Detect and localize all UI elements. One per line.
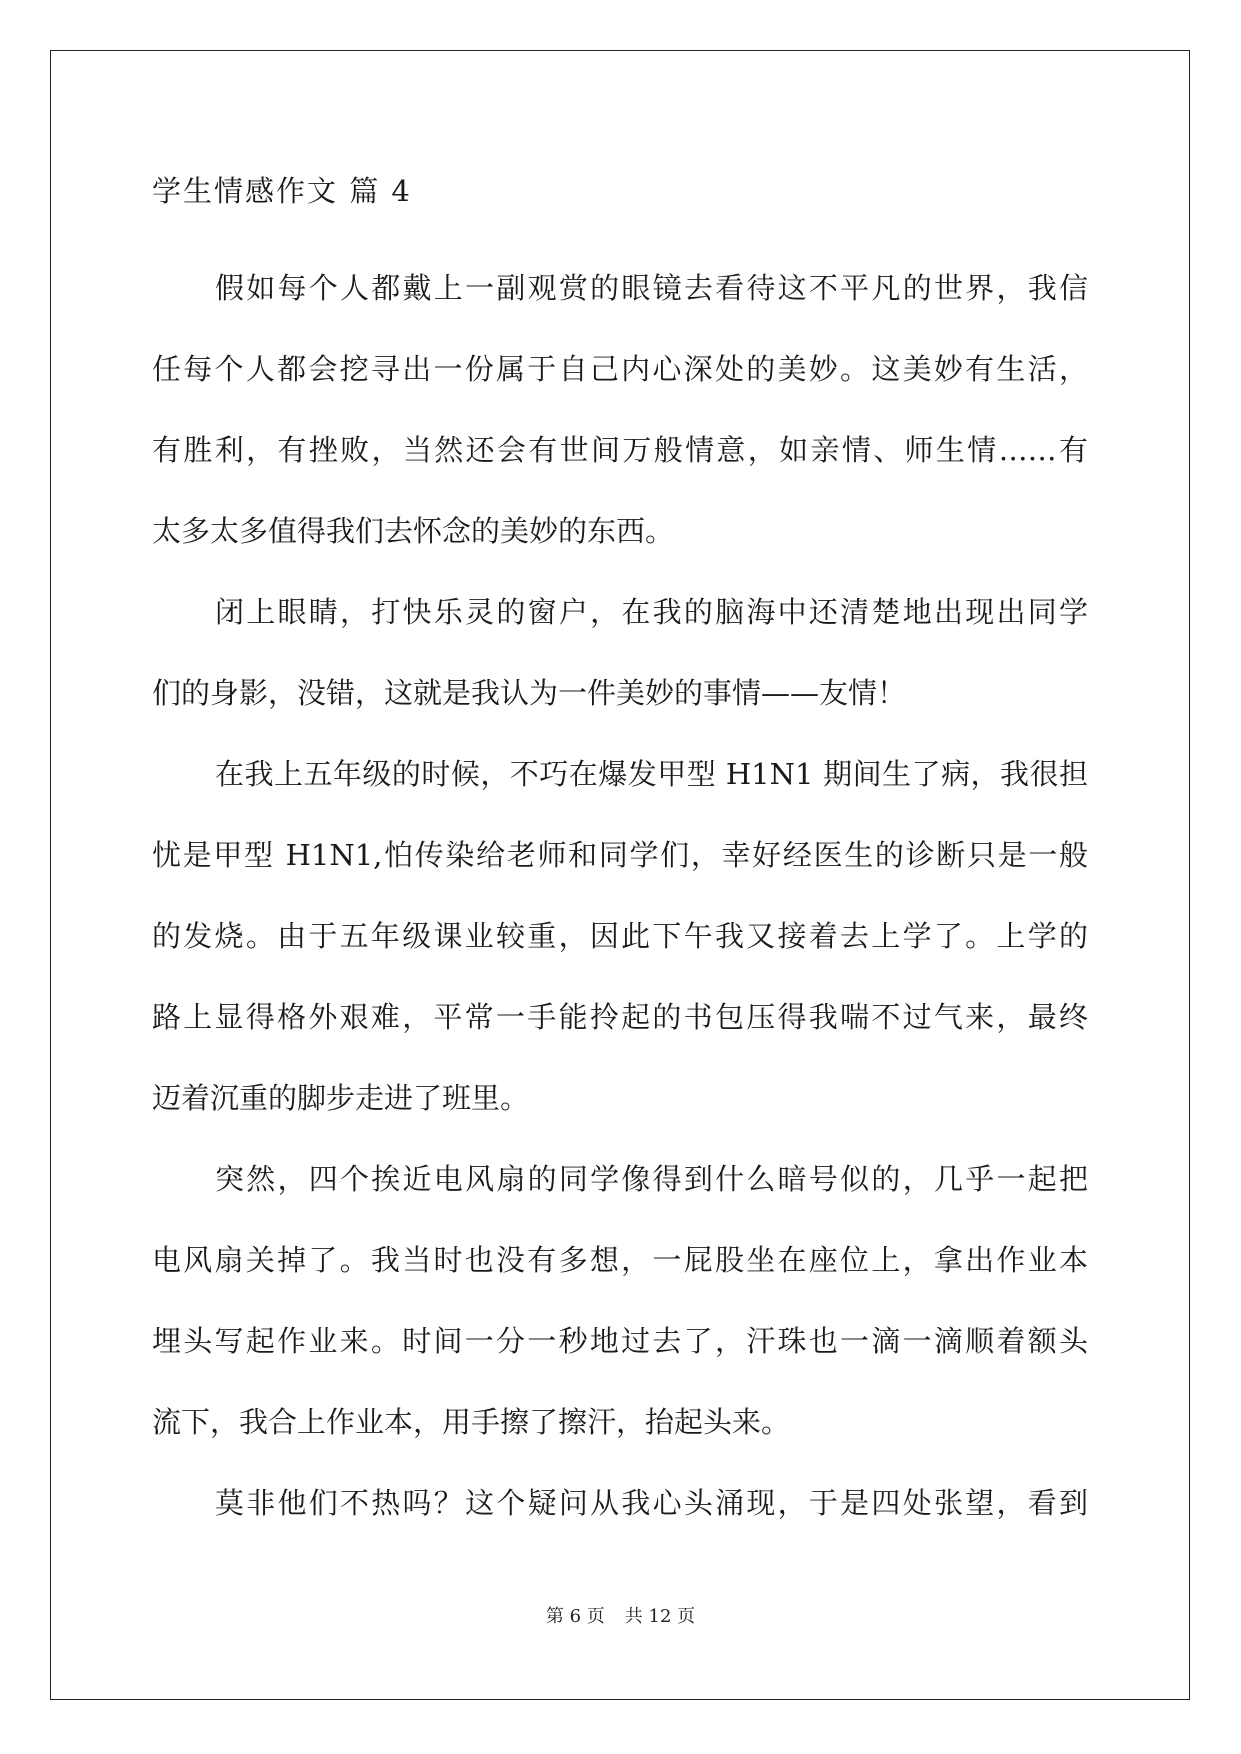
text-line: 莫非他们不热吗？这个疑问从我心头涌现，于是四处张望，看到 — [215, 1486, 1088, 1520]
text-line: 电风扇关掉了。我当时也没有多想，一屁股坐在座位上，拿出作业本 — [152, 1243, 1088, 1277]
page-footer — [0, 1602, 1241, 1628]
paragraph-3 — [152, 734, 1088, 1139]
text-line: 路上显得格外艰难，平常一手能拎起的书包压得我喘不过气来，最终 — [152, 1000, 1088, 1034]
paragraph-5 — [152, 1463, 1088, 1544]
paragraph-4 — [152, 1139, 1088, 1463]
text-line: 忧是甲型 H1N1,怕传染给老师和同学们，幸好经医生的诊断只是一般 — [152, 838, 1088, 872]
document-body — [152, 166, 1088, 1544]
text-line: 有胜利，有挫败，当然还会有世间万般情意，如亲情、师生情……有 — [152, 433, 1088, 467]
text-line: 太多太多值得我们去怀念的美妙的东西。 — [152, 514, 675, 548]
text-line: 任每个人都会挖寻出一份属于自己内心深处的美妙。这美妙有生活， — [152, 352, 1088, 386]
text-line: 闭上眼睛，打快乐灵的窗户，在我的脑海中还清楚地出现出同学 — [215, 595, 1088, 629]
page-number: 第 6 页 — [545, 1606, 605, 1627]
section-heading: 学生情感作文 篇 4 — [152, 174, 412, 208]
text-line: 的发烧。由于五年级课业较重，因此下午我又接着去上学了。上学的 — [152, 919, 1088, 953]
page-total: 共 12 页 — [624, 1606, 696, 1627]
text-line: 假如每个人都戴上一副观赏的眼镜去看待这不平凡的世界，我信 — [215, 271, 1088, 305]
text-line: 迈着沉重的脚步走进了班里。 — [152, 1081, 530, 1115]
paragraph-1 — [152, 248, 1088, 572]
paragraph-2 — [152, 572, 1088, 734]
text-line: 突然，四个挨近电风扇的同学像得到什么暗号似的，几乎一起把 — [215, 1162, 1088, 1196]
text-line: 们的身影，没错，这就是我认为一件美妙的事情——友情！ — [152, 676, 907, 710]
text-line: 埋头写起作业来。时间一分一秒地过去了，汗珠也一滴一滴顺着额头 — [152, 1324, 1088, 1358]
text-line: 流下，我合上作业本，用手擦了擦汗，抬起头来。 — [152, 1405, 791, 1439]
text-line: 在我上五年级的时候，不巧在爆发甲型 H1N1 期间生了病，我很担 — [215, 757, 1088, 791]
